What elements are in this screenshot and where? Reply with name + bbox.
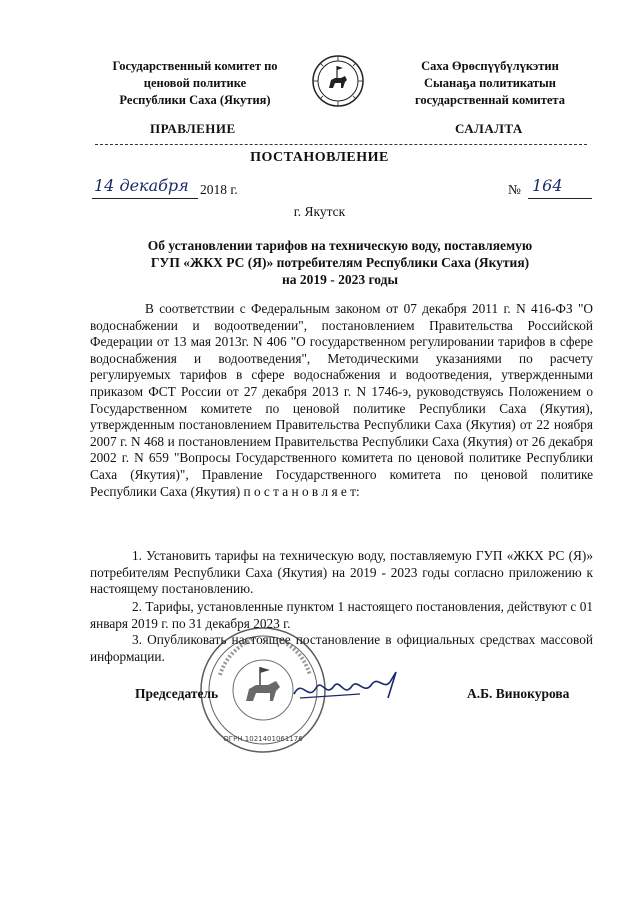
signatory-name: А.Б. Винокурова [467, 686, 570, 701]
document-type: ПОСТАНОВЛЕНИЕ [250, 150, 389, 165]
date-block [90, 178, 240, 200]
subject-line-2: ГУП «ЖКХ РС (Я)» потребителям Республики Саха (Якутия) [150, 255, 530, 270]
header-left-line-2: ценовой политике [143, 76, 247, 90]
header-left-line-3: Республики Саха (Якутия) [119, 93, 271, 107]
signature-title: Председатель [135, 686, 219, 701]
date-handwritten: 14 декабря [94, 176, 189, 195]
date-year: 2018 г. [200, 182, 238, 197]
preamble-paragraph: В соответствии с Федеральным законом от 07 декабря 2011 г. N 416-ФЗ "О водоснабжении и водоотведении", постановлением Правительства Российской Федерации от 13 мая 2013г. N 406 "О государственном регулировании тарифов в сфере водоснабжения и водоотведения", Методическими указаниями по расчету регулируемых тарифов в сфере водоснабжения и водоотведения, утвержденными приказом ФСТ России от 27 декабря 2013 г. N 1746-э, руководствуясь Положением о Государственном комитете по ценовой политике Республики Саха (Якутия), утвержденным постановлением Правительства Республики Саха (Якутия) от 22 ноября 2007 г. N 468 и постановлением Правительства Республики Саха (Якутия) от 26 декабря 2002 г. N 659 "Вопросы Государственного комитета по ценовой политике Республики Саха (Якутия)", Правление Государственного комитета по ценовой политике Республики Саха (Якутия) п о с т а н о в л я е т: [90, 301, 593, 499]
emblem-icon [311, 54, 365, 108]
number-handwritten: 164 [532, 176, 563, 195]
resolution-item-1: 1. Установить тарифы на техническую воду, поставляемую ГУП «ЖКХ РС (Я)» потребителям Республики Саха (Якутия) на 2019 - 2023 годы согласно приложению к настоящему постановлению. [90, 548, 593, 597]
header-left-line-1: Государственный комитет по [112, 59, 278, 73]
header-right-line-3: государственнай комитета [415, 93, 565, 107]
header-left-org [95, 58, 295, 109]
handwritten-signature [290, 668, 410, 708]
header-divider [95, 144, 587, 145]
header-right-org [390, 58, 590, 109]
city: г. Якутск [293, 204, 346, 219]
header-right-line-2: Сыанаҕа политикатын [424, 76, 556, 90]
header-left-section: ПРАВЛЕНИЕ [150, 121, 236, 136]
number-block [508, 178, 598, 200]
subject-line-3: на 2019 - 2023 годы [281, 272, 399, 287]
resolution-item-3: 3. Опубликовать настоящее постановление в официальных средствах массовой информации. [90, 632, 593, 664]
header-right-section: САЛАЛТА [455, 121, 523, 136]
subject-line-1: Об установлении тарифов на техническую воду, поставляемую [147, 238, 533, 253]
header-right-line-1: Саха Өрөспүүбүлүкэтин [421, 59, 559, 73]
resolution-item-2: 2. Тарифы, установленные пунктом 1 настоящего постановления, действуют с 01 января 2019 г. по 31 декабря 2023 г. [90, 599, 593, 631]
number-prefix: № [508, 182, 521, 197]
document-subject [100, 237, 580, 288]
stamp-ogrn: ОГРН 1021401061176 [223, 735, 303, 743]
